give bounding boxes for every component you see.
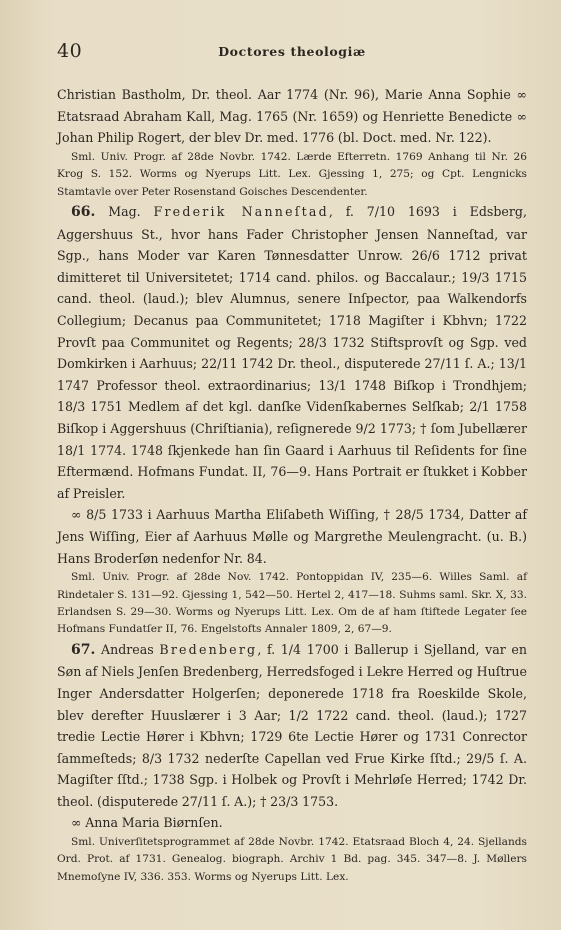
entry-number: 67.	[71, 641, 96, 658]
entry-name: Bredenberg	[159, 641, 258, 657]
page-number: 40	[57, 40, 83, 62]
entry-paragraph: 66. Mag. Frederik Nanneſtad, f. 7/10 1693 i Edsberg, Aggershuus St., hvor hans Fader Christopher Jensen Nanneſtad, var Sgp., hans Moder var Karen Tønnesdatter Unrow. 26/6 1712 privat dimitteret til Universitetet; 1714 cand. philos. og Baccalaur.; 19/3 1715 cand. theol. (laud.); blev Alumnus, senere Inſpector, paa Walkendorfs Collegium; Decanus paa Communitetet; 1718 Magiſter i Kbhvn; 1722 Provſt paa Communitet og Regents; 28/3 1732 Stiftsprovſt og Sgp. ved Domkirken i Aarhuus; 22/11 1742 Dr. theol., disputerede 27/11 ſ. A.; 13/1 1747 Professor theol. extraordinarius; 13/1 1748 Biſkop i Trondhjem; 18/3 1751 Medlem af det kgl. danſke Videnſkabernes Selſkab; 2/1 1758 Biſkop i Aggershuus (Chriſtiania), reſignerede 9/2 1773; † ſom Jubellærer 18/1 1774. 1748 ſkjenkede han ſin Gaard i Aarhuus til Reſidents for ſine Eftermænd. Hofmans Fundat. II, 76—9. Hans Portrait er ſtukket i Kobber af Preisler.	[57, 204, 527, 501]
sources-paragraph: Sml. Univerſitetsprogrammet af 28de Novbr. 1742. Etatsraad Bloch 4, 24. Sjellands Ord. Prot. af 1731. Genealog. biograph. Archiv 1 Bd. pag. 345. 347—8. J. Møllers Mnemoſyne IV, 336. 353. Worms og Nyerups Litt. Lex.	[57, 836, 527, 883]
marriage-paragraph: ∞ 8/5 1733 i Aarhuus Martha Eliſabeth Wiſſing, † 28/5 1734, Datter af Jens Wiſſing, Eier af Aarhuus Mølle og Margrethe Meulengracht. (u. B.) Hans Broderſøn nedenfor Nr. 84.	[57, 507, 527, 566]
sources-paragraph: Sml. Univ. Progr. af 28de Novbr. 1742. Lærde Efterretn. 1769 Anhang til Nr. 26 Krog S. 152. Worms og Nyerups Litt. Lex. Gjessing 1, 275; og Cpt. Lengnicks Stamtavle over Peter Rosenstand Goisches Descendenter.	[57, 150, 527, 198]
marriage-paragraph: ∞ Anna Maria Biørnſen.	[71, 815, 223, 831]
sources-paragraph: Sml. Univ. Progr. af 28de Nov. 1742. Pontoppidan IV, 235—6. Willes Saml. af Rindetaler S. 131—92. Gjessing 1, 542—50. Hertel 2, 417—18. Suhms saml. Skr. X, 33. Erlandsen S. 29—30. Worms og Nyerups Litt. Lex. Om de af ham ſtiftede Legater ſee Hofmans Fundatſer II, 76. Engelstofts Annaler 1809, 2, 67—9.	[57, 571, 527, 636]
entry-paragraph: 67. Andreas Bredenberg, f. 1/4 1700 i Ballerup i Sjelland, var en Søn af Niels Jenſen Bredenberg, Herredsfoged i Lekre Herred og Huſtrue Inger Andersdatter Holgerſen; deponerede 1718 fra Roeskilde Skole, blev derefter Huuslærer i 3 Aar; 1/2 1722 cand. theol. (laud.); 1727 tredie Lectie Hører i Kbhvn; 1729 6te Lectie Hører og 1731 Conrector ſammeſteds; 8/3 1732 nederſte Capellan ved Frue Kirke ſſtd.; 29/5 ſ. A. Magiſter ſſtd.; 1738 Sgp. i Holbek og Provſt i Mehrløſe Herred; 1742 Dr. theol. (disputerede 27/11 ſ. A.); † 23/3 1753.	[57, 641, 527, 809]
entry-paragraph: Christian Bastholm, Dr. theol. Aar 1774 (Nr. 96), Marie Anna Sophie ∞ Etatsraad Abraham Kall, Mag. 1765 (Nr. 1659) og Henriette Benedicte ∞ Johan Philip Rogert, der blev Dr. med. 1776 (bl. Doct. med. Nr. 122).	[57, 87, 527, 146]
page-header	[57, 38, 527, 64]
running-title: Doctores theologiæ	[218, 44, 366, 59]
entry-name: Frederik Nanneſtad	[153, 204, 329, 219]
page-body	[57, 84, 527, 886]
entry-number: 66.	[71, 204, 96, 220]
